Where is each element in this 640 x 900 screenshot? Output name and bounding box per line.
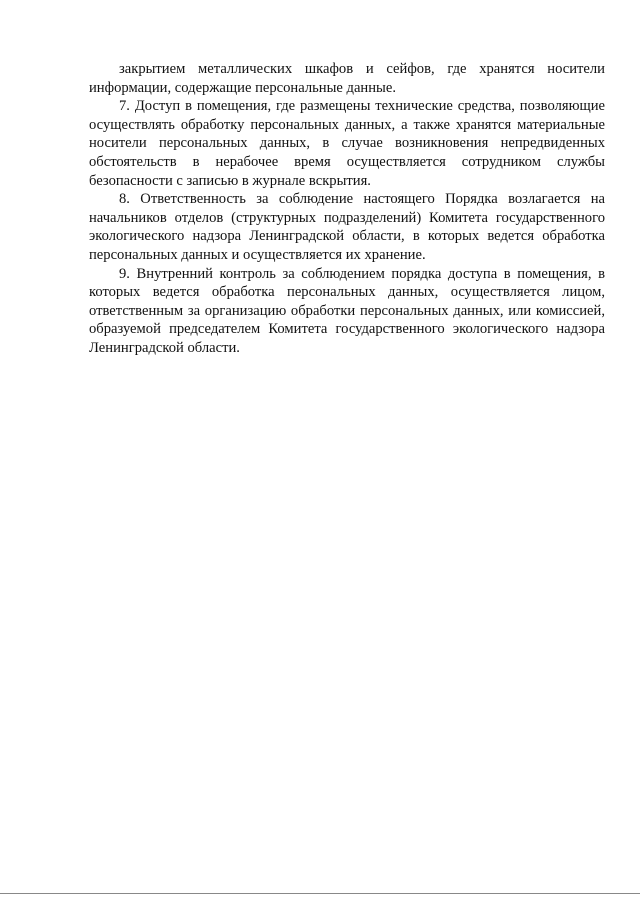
paragraph-9: 9. Внутренний контроль за соблюдением порядка доступа в помещения, в которых ведется обработка персональных данных, осуществляется лицом, ответственным за организацию обработки персональных данных, или комиссией, образуемой председателем Комитета государственного экологического надзора Ленинградской области.	[89, 265, 605, 356]
page-bottom-rule	[0, 893, 640, 894]
paragraph-7: 7. Доступ в помещения, где размещены технические средства, позволяющие осуществлять обработку персональных данных, а также хранятся материальные носители персональных данных, в случае возникновения непредвиденных обстоятельств в нерабочее время осуществляется сотрудником службы безопасности с записью в журнале вскрытия.	[89, 98, 605, 189]
document-body	[89, 60, 605, 358]
paragraph-8: 8. Ответственность за соблюдение настоящего Порядка возлагается на начальников отделов (структурных подразделений) Комитета государственного экологического надзора Ленинградской области, в которых ведется обработка персональных данных и осуществляется их хранение.	[89, 191, 605, 263]
paragraph-continuation: закрытием металлических шкафов и сейфов, где хранятся носители информации, содержащие персональные данные.	[89, 61, 605, 96]
